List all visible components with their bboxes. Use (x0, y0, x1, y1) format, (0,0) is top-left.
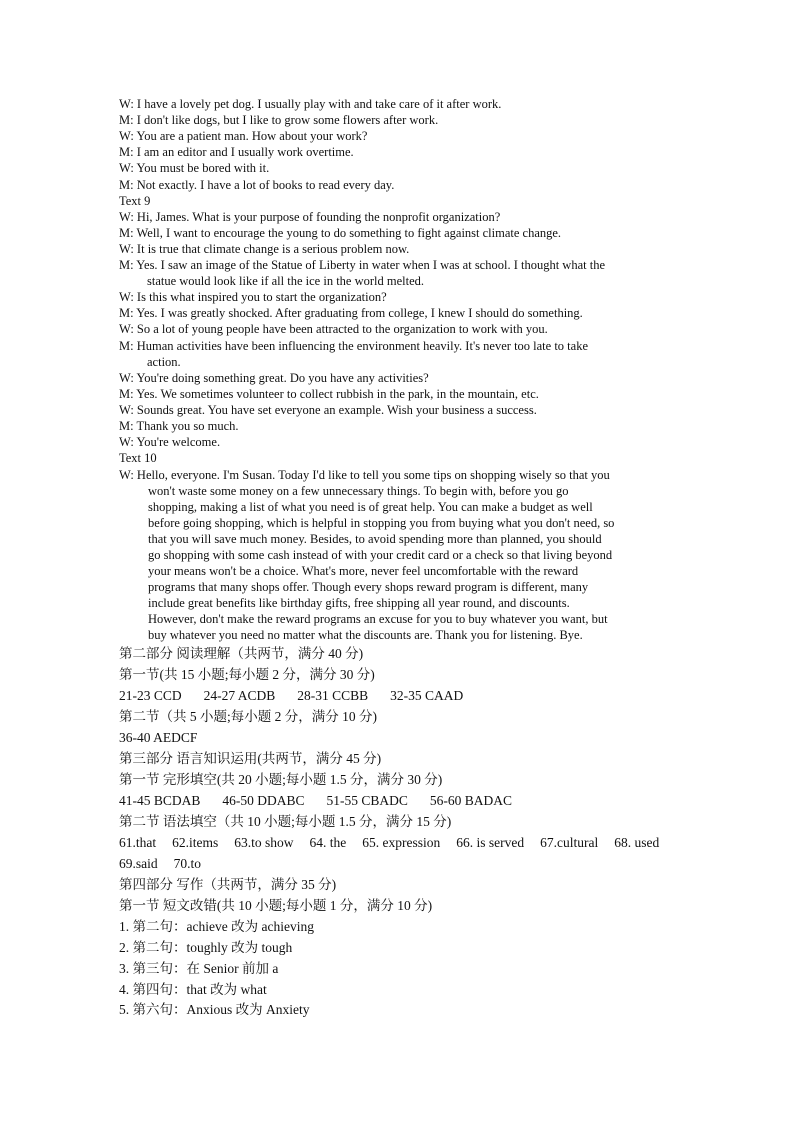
answer-item: 65. expression (362, 835, 441, 850)
answer-group: 41-45 BCDAB (119, 793, 201, 808)
dialogue-line: M: Not exactly. I have a lot of books to read every day. (119, 178, 395, 192)
answer-item: 66. is served (456, 835, 525, 850)
part2-sec1-heading: 第一节(共 15 小题;每小题 2 分，满分 30 分) (119, 667, 375, 682)
answer-group: 32-35 CAAD (390, 688, 464, 703)
dialogue-line: M: I am an editor and I usually work overtime. (119, 145, 354, 159)
correction-item: 1. 第二句：achieve 改为 achieving (119, 919, 314, 934)
monologue-line-continued: won't waste some money on a few unnecessary things. To begin with, before you go (148, 484, 569, 498)
answer-group: 46-50 DDABC (222, 793, 305, 808)
part2-sec2-heading: 第二节（共 5 小题;每小题 2 分，满分 10 分) (119, 709, 377, 724)
dialogue-line: W: So a lot of young people have been attracted to the organization to work with you. (119, 322, 548, 336)
part3-heading: 第三部分 语言知识运用(共两节，满分 45 分) (119, 751, 382, 766)
part2-sec2-answers: 36-40 AEDCF (119, 730, 198, 745)
monologue-line-continued: your means won't be a choice. What's more, never feel uncomfortable with the reward (148, 564, 579, 578)
part3-sec2-answers-row1 (119, 833, 659, 853)
monologue-line: W: Hello, everyone. I'm Susan. Today I'd like to tell you some tips on shopping wisely so that you (119, 468, 610, 482)
part2-sec1-answers (119, 686, 463, 706)
answer-item: 67.cultural (540, 835, 599, 850)
dialogue-line: W: Is this what inspired you to start the organization? (119, 290, 387, 304)
correction-item: 5. 第六句：Anxious 改为 Anxiety (119, 1002, 310, 1017)
answer-item: 63.to show (234, 835, 294, 850)
monologue-line-continued: programs that many shops offer. Though every shops reward program is different, many (148, 580, 589, 594)
dialogue-line: W: You're doing something great. Do you have any activities? (119, 371, 429, 385)
monologue-line-continued: However, don't make the reward programs an excuse for you to buy whatever you want, but (148, 612, 608, 626)
answer-group: 56-60 BADAC (429, 793, 513, 808)
dialogue-line: M: I don't like dogs, but I like to grow some flowers after work. (119, 113, 439, 127)
answer-group: 51-55 CBADC (326, 793, 408, 808)
answer-item: 70.to (173, 856, 202, 871)
answer-item: 62.items (172, 835, 219, 850)
dialogue-line: M: Well, I want to encourage the young to do something to fight against climate change. (119, 226, 562, 240)
dialogue-line-continued: action. (147, 355, 181, 369)
dialogue-line: M: Human activities have been influencing the environment heavily. It's never too late to take (119, 339, 589, 353)
part3-sec1-answers (119, 791, 512, 811)
dialogue-line: M: Thank you so much. (119, 419, 239, 433)
dialogue-line: W: You must be bored with it. (119, 161, 270, 175)
part3-sec1-heading: 第一节 完形填空(共 20 小题;每小题 1.5 分，满分 30 分) (119, 772, 443, 787)
dialogue-line-continued: statue would look like if all the ice in the world melted. (147, 274, 425, 288)
monologue-line-continued: before going shopping, which is helpful in stopping you from buying what you don't need, so (148, 516, 615, 530)
part4-sec1-heading: 第一节 短文改错(共 10 小题;每小题 1 分，满分 10 分) (119, 898, 433, 913)
answer-item: 69.said (119, 856, 158, 871)
answer-item: 64. the (309, 835, 347, 850)
dialogue-line: M: Yes. I saw an image of the Statue of Liberty in water when I was at school. I thought what the (119, 258, 606, 272)
part3-sec2-heading: 第二节 语法填空（共 10 小题;每小题 1.5 分，满分 15 分) (119, 814, 452, 829)
monologue-line-continued: include great benefits like birthday gifts, free shipping all year round, and discounts. (148, 596, 570, 610)
dialogue-line: M: Yes. I was greatly shocked. After graduating from college, I knew I should do something. (119, 306, 583, 320)
dialogue-line: W: I have a lovely pet dog. I usually play with and take care of it after work. (119, 97, 502, 111)
text9-heading: Text 9 (119, 194, 151, 208)
part3-sec2-answers-row2 (119, 854, 201, 874)
answer-item: 61.that (119, 835, 157, 850)
dialogue-line: M: Yes. We sometimes volunteer to collect rubbish in the park, in the mountain, etc. (119, 387, 539, 401)
correction-item: 3. 第三句：在 Senior 前加 a (119, 961, 279, 976)
text10-heading: Text 10 (119, 451, 157, 465)
correction-item: 4. 第四句：that 改为 what (119, 982, 267, 997)
answer-item: 68. used (614, 835, 660, 850)
dialogue-line: W: You're welcome. (119, 435, 221, 449)
answer-group: 28-31 CCBB (297, 688, 369, 703)
part2-heading: 第二部分 阅读理解（共两节，满分 40 分) (119, 646, 364, 661)
correction-item: 2. 第二句：toughly 改为 tough (119, 940, 293, 955)
dialogue-line: W: You are a patient man. How about your work? (119, 129, 368, 143)
monologue-line-continued: go shopping with some cash instead of with your credit card or a check so that living beyond (148, 548, 613, 562)
part4-heading: 第四部分 写作（共两节，满分 35 分) (119, 877, 337, 892)
monologue-line-continued: shopping, making a list of what you need is of great help. You can make a budget as well (148, 500, 593, 514)
monologue-line-continued: buy whatever you need no matter what the discounts are. Thank you for listening. Bye. (148, 628, 583, 642)
answer-group: 24-27 ACDB (203, 688, 276, 703)
monologue-line-continued: that you will save much money. Besides, to avoid spending more than planned, you should (148, 532, 602, 546)
answer-group: 21-23 CCD (119, 688, 182, 703)
dialogue-line: W: It is true that climate change is a serious problem now. (119, 242, 410, 256)
dialogue-line: W: Hi, James. What is your purpose of founding the nonprofit organization? (119, 210, 501, 224)
dialogue-line: W: Sounds great. You have set everyone an example. Wish your business a success. (119, 403, 537, 417)
